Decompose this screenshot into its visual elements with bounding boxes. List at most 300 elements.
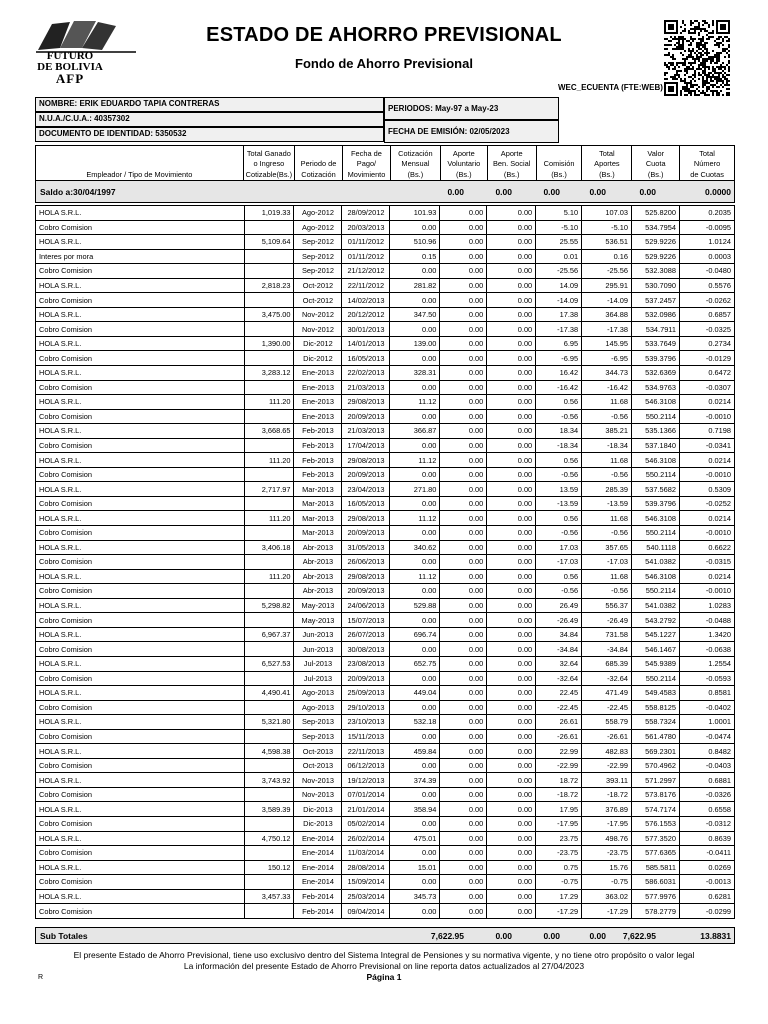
- table-cell: May-2013: [294, 598, 342, 613]
- table-cell: HOLA S.R.L.: [36, 206, 245, 221]
- table-cell: 543.2792: [632, 613, 680, 628]
- table-cell: -0.0010: [679, 467, 734, 482]
- table-cell: 0.00: [487, 395, 536, 410]
- table-cell: Cobro Comision: [36, 904, 245, 919]
- table-cell: -0.75: [536, 875, 582, 890]
- table-row: [36, 729, 735, 744]
- table-row: [36, 787, 735, 802]
- table-cell: 0.00: [440, 671, 487, 686]
- table-cell: 29/08/2013: [342, 569, 390, 584]
- table-cell: 510.96: [390, 235, 440, 250]
- table-cell: Cobro Comision: [36, 671, 245, 686]
- table-cell: HOLA S.R.L.: [36, 366, 245, 381]
- table-cell: 529.88: [390, 598, 440, 613]
- disclaimer-line-1: El presente Estado de Ahorro Previsional, tiene uso exclusivo dentro del Sistema Integral de Pensiones y su normativa vigente, y no tiene otro propósito o valor legal: [73, 950, 695, 960]
- table-cell: 20/03/2013: [342, 220, 390, 235]
- column-header-line: Número: [693, 159, 721, 168]
- table-row: [36, 424, 735, 439]
- table-row: [36, 482, 735, 497]
- table-cell: 347.50: [390, 307, 440, 322]
- table-cell: [244, 380, 294, 395]
- table-cell: Ene-2013: [294, 380, 342, 395]
- table-cell: -0.0480: [679, 264, 734, 279]
- table-row: [36, 235, 735, 250]
- column-header-line: (Bs.): [647, 169, 664, 179]
- table-cell: Cobro Comision: [36, 642, 245, 657]
- table-cell: 0.00: [390, 671, 440, 686]
- table-cell: HOLA S.R.L.: [36, 802, 245, 817]
- table-cell: Mar-2013: [294, 511, 342, 526]
- table-cell: -22.45: [536, 700, 582, 715]
- table-cell: 0.0003: [679, 249, 734, 264]
- table-cell: -22.99: [536, 758, 582, 773]
- table-cell: Sep-2013: [294, 729, 342, 744]
- table-cell: 2,818.23: [244, 278, 294, 293]
- table-cell: 529.9226: [632, 235, 680, 250]
- table-cell: 4,598.38: [244, 744, 294, 759]
- table-cell: Cobro Comision: [36, 816, 245, 831]
- table-cell: 345.73: [390, 889, 440, 904]
- table-cell: 0.00: [487, 307, 536, 322]
- saldo-cuotas: 0.0000: [705, 187, 731, 197]
- table-cell: -0.0593: [679, 671, 734, 686]
- table-cell: -14.09: [582, 293, 632, 308]
- nombre-field: NOMBRE: ERIK EDUARDO TAPIA CONTRERAS: [35, 97, 384, 112]
- table-cell: [244, 555, 294, 570]
- table-row: [36, 220, 735, 235]
- table-cell: 18.34: [536, 424, 582, 439]
- table-cell: 0.00: [487, 351, 536, 366]
- table-cell: [244, 584, 294, 599]
- table-cell: 546.1467: [632, 642, 680, 657]
- table-cell: 0.00: [440, 438, 487, 453]
- table-cell: 0.00: [487, 264, 536, 279]
- table-cell: 0.0269: [679, 860, 734, 875]
- table-cell: 11.68: [582, 395, 632, 410]
- table-cell: 17.03: [536, 540, 582, 555]
- table-cell: -0.0488: [679, 613, 734, 628]
- table-cell: 0.00: [440, 293, 487, 308]
- table-cell: 532.3088: [632, 264, 680, 279]
- table-cell: 30/01/2013: [342, 322, 390, 337]
- table-cell: 139.00: [390, 336, 440, 351]
- table-cell: 0.00: [440, 264, 487, 279]
- table-cell: -26.61: [536, 729, 582, 744]
- table-cell: 0.00: [390, 322, 440, 337]
- table-cell: Sep-2012: [294, 249, 342, 264]
- table-row: [36, 627, 735, 642]
- table-cell: 0.00: [390, 220, 440, 235]
- table-cell: 107.03: [582, 206, 632, 221]
- table-cell: -6.95: [536, 351, 582, 366]
- table-row: [36, 555, 735, 570]
- table-cell: [244, 846, 294, 861]
- table-cell: 150.12: [244, 860, 294, 875]
- column-header-line: Aporte: [452, 148, 475, 158]
- table-cell: 366.87: [390, 424, 440, 439]
- table-cell: Cobro Comision: [36, 555, 245, 570]
- table-cell: 1.2554: [679, 656, 734, 671]
- table-cell: 357.65: [582, 540, 632, 555]
- table-cell: 1.0124: [679, 235, 734, 250]
- wec-label: WEC_ECUENTA (FTE:WEB): [558, 83, 663, 92]
- table-cell: 14.09: [536, 278, 582, 293]
- table-cell: 585.5811: [632, 860, 680, 875]
- table-cell: 23/08/2013: [342, 656, 390, 671]
- table-cell: [244, 642, 294, 657]
- table-cell: 0.00: [440, 787, 487, 802]
- column-header-line: (Bs.): [407, 169, 424, 179]
- table-cell: 23.75: [536, 831, 582, 846]
- table-cell: 0.00: [440, 322, 487, 337]
- column-header-line: Periodo de: [300, 159, 337, 168]
- table-cell: 578.2779: [632, 904, 680, 919]
- table-cell: 0.0214: [679, 569, 734, 584]
- table-row: [36, 773, 735, 788]
- table-row: [36, 889, 735, 904]
- table-cell: 0.00: [390, 846, 440, 861]
- table-cell: 01/11/2012: [342, 235, 390, 250]
- table-cell: Jul-2013: [294, 656, 342, 671]
- table-cell: [244, 787, 294, 802]
- table-cell: 0.00: [440, 511, 487, 526]
- table-cell: Oct-2012: [294, 293, 342, 308]
- table-cell: 0.00: [487, 511, 536, 526]
- table-cell: 541.0382: [632, 555, 680, 570]
- table-cell: 0.00: [440, 904, 487, 919]
- table-cell: -0.75: [582, 875, 632, 890]
- table-cell: 0.56: [536, 395, 582, 410]
- table-cell: 0.00: [440, 395, 487, 410]
- table-cell: 541.0382: [632, 598, 680, 613]
- table-cell: 20/09/2013: [342, 526, 390, 541]
- table-cell: -13.59: [536, 496, 582, 511]
- table-cell: 0.00: [487, 816, 536, 831]
- table-cell: 06/12/2013: [342, 758, 390, 773]
- table-cell: 101.93: [390, 206, 440, 221]
- table-cell: 11/03/2014: [342, 846, 390, 861]
- table-row: [36, 656, 735, 671]
- table-cell: 0.00: [440, 526, 487, 541]
- table-cell: -0.0403: [679, 758, 734, 773]
- table-cell: Feb-2014: [294, 904, 342, 919]
- table-row: [36, 526, 735, 541]
- table-cell: 537.2457: [632, 293, 680, 308]
- table-row: [36, 264, 735, 279]
- table-cell: 111.20: [244, 453, 294, 468]
- table-cell: 0.00: [487, 656, 536, 671]
- table-cell: -18.34: [536, 438, 582, 453]
- table-cell: 0.00: [390, 380, 440, 395]
- table-cell: 0.00: [440, 249, 487, 264]
- table-cell: 471.49: [582, 686, 632, 701]
- table-cell: 0.00: [440, 744, 487, 759]
- table-row: [36, 613, 735, 628]
- table-cell: Nov-2012: [294, 322, 342, 337]
- table-row: [36, 875, 735, 890]
- table-cell: 550.2114: [632, 671, 680, 686]
- table-cell: Abr-2013: [294, 584, 342, 599]
- table-row: [36, 802, 735, 817]
- table-cell: 21/01/2014: [342, 802, 390, 817]
- table-cell: 0.6281: [679, 889, 734, 904]
- table-cell: -0.0638: [679, 642, 734, 657]
- table-row: [36, 540, 735, 555]
- table-cell: 550.2114: [632, 526, 680, 541]
- table-cell: 3,283.12: [244, 366, 294, 381]
- table-cell: 0.00: [440, 773, 487, 788]
- column-header-9: [632, 146, 680, 182]
- table-row: [36, 642, 735, 657]
- table-row: [36, 846, 735, 861]
- disclaimer-line-2: La información del presente Estado de Ahorro Previsional on line reporta datos actualizados al 27/04/2023: [183, 961, 585, 971]
- table-cell: 0.00: [487, 686, 536, 701]
- table-cell: 0.00: [487, 409, 536, 424]
- table-cell: 0.00: [487, 627, 536, 642]
- table-cell: 534.9763: [632, 380, 680, 395]
- table-cell: 14/01/2013: [342, 336, 390, 351]
- table-cell: Cobro Comision: [36, 584, 245, 599]
- table-cell: 1,019.33: [244, 206, 294, 221]
- table-cell: 0.56: [536, 569, 582, 584]
- table-cell: Cobro Comision: [36, 409, 245, 424]
- table-cell: 5,321.80: [244, 715, 294, 730]
- table-cell: Ene-2014: [294, 875, 342, 890]
- table-cell: [244, 220, 294, 235]
- table-cell: 19/12/2013: [342, 773, 390, 788]
- table-cell: 0.00: [390, 700, 440, 715]
- column-header-line: Empleador / Tipo de Movimiento: [86, 169, 193, 179]
- table-cell: HOLA S.R.L.: [36, 278, 245, 293]
- table-cell: 537.1840: [632, 438, 680, 453]
- table-cell: [244, 249, 294, 264]
- table-cell: 0.00: [487, 584, 536, 599]
- table-cell: -0.0411: [679, 846, 734, 861]
- table-cell: 285.39: [582, 482, 632, 497]
- nua-field: N.U.A./C.U.A.: 40357302: [35, 112, 384, 127]
- table-cell: 15/09/2014: [342, 875, 390, 890]
- table-cell: 15.76: [582, 860, 632, 875]
- table-cell: 0.00: [440, 860, 487, 875]
- column-header-1: [243, 146, 294, 182]
- logo-line-2: DE BOLIVIA: [37, 61, 103, 73]
- table-cell: [244, 671, 294, 686]
- table-cell: -0.56: [582, 584, 632, 599]
- table-cell: 4,490.41: [244, 686, 294, 701]
- qr-code: [664, 20, 730, 96]
- table-cell: 577.9976: [632, 889, 680, 904]
- table-cell: 0.00: [487, 642, 536, 657]
- table-cell: 5,298.82: [244, 598, 294, 613]
- table-cell: 0.5576: [679, 278, 734, 293]
- table-cell: 0.00: [390, 875, 440, 890]
- table-cell: 17/04/2013: [342, 438, 390, 453]
- table-cell: Dic-2012: [294, 336, 342, 351]
- column-header-line: Cotización: [398, 148, 433, 158]
- table-cell: 0.00: [487, 220, 536, 235]
- table-cell: 295.91: [582, 278, 632, 293]
- table-cell: 532.6369: [632, 366, 680, 381]
- table-cell: 0.00: [487, 904, 536, 919]
- table-cell: 31/05/2013: [342, 540, 390, 555]
- table-cell: Jul-2013: [294, 671, 342, 686]
- table-cell: 0.6881: [679, 773, 734, 788]
- table-cell: 364.88: [582, 307, 632, 322]
- table-cell: -25.56: [536, 264, 582, 279]
- table-cell: 0.00: [487, 293, 536, 308]
- table-cell: 0.00: [440, 336, 487, 351]
- table-cell: 111.20: [244, 511, 294, 526]
- table-cell: 0.00: [440, 598, 487, 613]
- qr-code-icon: [664, 20, 730, 96]
- table-cell: 15/11/2013: [342, 729, 390, 744]
- table-cell: -17.03: [536, 555, 582, 570]
- table-cell: 449.04: [390, 686, 440, 701]
- table-cell: 15.01: [390, 860, 440, 875]
- table-cell: 32.64: [536, 656, 582, 671]
- subtotal-cotizacion: 7,622.95: [430, 931, 464, 941]
- table-cell: 534.7911: [632, 322, 680, 337]
- table-row: [36, 686, 735, 701]
- documento-field: DOCUMENTO DE IDENTIDAD: 5350532: [35, 127, 384, 142]
- table-cell: 0.00: [487, 787, 536, 802]
- column-header-7: [536, 146, 582, 182]
- table-cell: 0.00: [440, 700, 487, 715]
- column-header-line: Voluntario: [447, 159, 481, 168]
- table-cell: 558.8125: [632, 700, 680, 715]
- table-cell: HOLA S.R.L.: [36, 773, 245, 788]
- table-cell: 340.62: [390, 540, 440, 555]
- table-cell: 558.79: [582, 715, 632, 730]
- table-cell: 0.0214: [679, 395, 734, 410]
- table-cell: Cobro Comision: [36, 496, 245, 511]
- table-cell: 3,406.18: [244, 540, 294, 555]
- table-cell: Cobro Comision: [36, 758, 245, 773]
- table-cell: 6,527.53: [244, 656, 294, 671]
- table-cell: 0.00: [440, 613, 487, 628]
- table-cell: [244, 729, 294, 744]
- table-cell: 0.00: [440, 831, 487, 846]
- table-row: [36, 671, 735, 686]
- column-header-line: (Bs.): [503, 169, 520, 179]
- table-cell: -0.0010: [679, 526, 734, 541]
- table-cell: Feb-2014: [294, 889, 342, 904]
- table-cell: 6.95: [536, 336, 582, 351]
- table-cell: 2,717.97: [244, 482, 294, 497]
- saldo-cotizacion: 0.00: [447, 187, 464, 197]
- table-cell: Oct-2012: [294, 278, 342, 293]
- table-cell: 111.20: [244, 569, 294, 584]
- table-cell: [244, 496, 294, 511]
- table-cell: 0.00: [487, 889, 536, 904]
- table-cell: -0.0095: [679, 220, 734, 235]
- table-cell: 537.5682: [632, 482, 680, 497]
- table-cell: Cobro Comision: [36, 220, 245, 235]
- logo-line-3: AFP: [55, 71, 85, 86]
- table-cell: Ago-2013: [294, 686, 342, 701]
- table-cell: HOLA S.R.L.: [36, 482, 245, 497]
- table-cell: -0.0341: [679, 438, 734, 453]
- table-cell: [244, 322, 294, 337]
- table-cell: 5.10: [536, 206, 582, 221]
- table-cell: 29/10/2013: [342, 700, 390, 715]
- table-cell: 28/09/2012: [342, 206, 390, 221]
- table-cell: -18.72: [536, 787, 582, 802]
- column-header-line: Pago/: [356, 159, 377, 168]
- table-cell: 0.56: [536, 511, 582, 526]
- table-row: [36, 831, 735, 846]
- table-cell: 0.6857: [679, 307, 734, 322]
- column-header-line: Mensual: [401, 159, 430, 168]
- table-cell: 0.00: [440, 278, 487, 293]
- column-header-4: [390, 146, 440, 182]
- table-cell: 0.00: [487, 322, 536, 337]
- table-cell: Ago-2013: [294, 700, 342, 715]
- table-cell: -26.49: [536, 613, 582, 628]
- table-cell: 0.00: [487, 715, 536, 730]
- table-cell: 18.72: [536, 773, 582, 788]
- column-header-line: Comisión: [543, 159, 575, 168]
- table-cell: 0.00: [487, 569, 536, 584]
- table-cell: Jun-2013: [294, 642, 342, 657]
- table-cell: HOLA S.R.L.: [36, 511, 245, 526]
- table-cell: 01/11/2012: [342, 249, 390, 264]
- table-cell: 0.00: [390, 904, 440, 919]
- table-cell: 0.00: [487, 453, 536, 468]
- table-cell: Abr-2013: [294, 540, 342, 555]
- table-cell: 0.56: [536, 453, 582, 468]
- table-cell: 0.16: [582, 249, 632, 264]
- table-cell: -0.0307: [679, 380, 734, 395]
- table-cell: 11.12: [390, 569, 440, 584]
- table-cell: -23.75: [582, 846, 632, 861]
- table-cell: Ene-2014: [294, 831, 342, 846]
- table-cell: 0.00: [440, 584, 487, 599]
- table-cell: [244, 264, 294, 279]
- table-cell: Cobro Comision: [36, 380, 245, 395]
- table-cell: Cobro Comision: [36, 526, 245, 541]
- table-cell: 11.68: [582, 569, 632, 584]
- table-cell: 535.1366: [632, 424, 680, 439]
- table-cell: -13.59: [582, 496, 632, 511]
- table-row: [36, 322, 735, 337]
- table-cell: 550.2114: [632, 409, 680, 424]
- table-cell: 0.00: [440, 380, 487, 395]
- table-cell: 576.1553: [632, 816, 680, 831]
- table-cell: 0.00: [487, 206, 536, 221]
- table-cell: 1.0283: [679, 598, 734, 613]
- table-cell: Abr-2013: [294, 569, 342, 584]
- table-cell: 14/02/2013: [342, 293, 390, 308]
- table-cell: Nov-2012: [294, 307, 342, 322]
- column-header-line: Aportes: [594, 159, 620, 168]
- table-cell: 0.00: [390, 555, 440, 570]
- table-cell: Cobro Comision: [36, 846, 245, 861]
- table-cell: 17.38: [536, 307, 582, 322]
- table-cell: 09/04/2014: [342, 904, 390, 919]
- table-cell: Dic-2012: [294, 351, 342, 366]
- table-cell: 374.39: [390, 773, 440, 788]
- table-row: [36, 278, 735, 293]
- table-cell: 0.00: [440, 453, 487, 468]
- table-cell: 530.7090: [632, 278, 680, 293]
- column-header-line: Total: [699, 148, 715, 158]
- table-cell: 25/03/2014: [342, 889, 390, 904]
- table-cell: 3,475.00: [244, 307, 294, 322]
- table-cell: -17.29: [582, 904, 632, 919]
- table-cell: 545.9389: [632, 656, 680, 671]
- table-cell: 0.2035: [679, 206, 734, 221]
